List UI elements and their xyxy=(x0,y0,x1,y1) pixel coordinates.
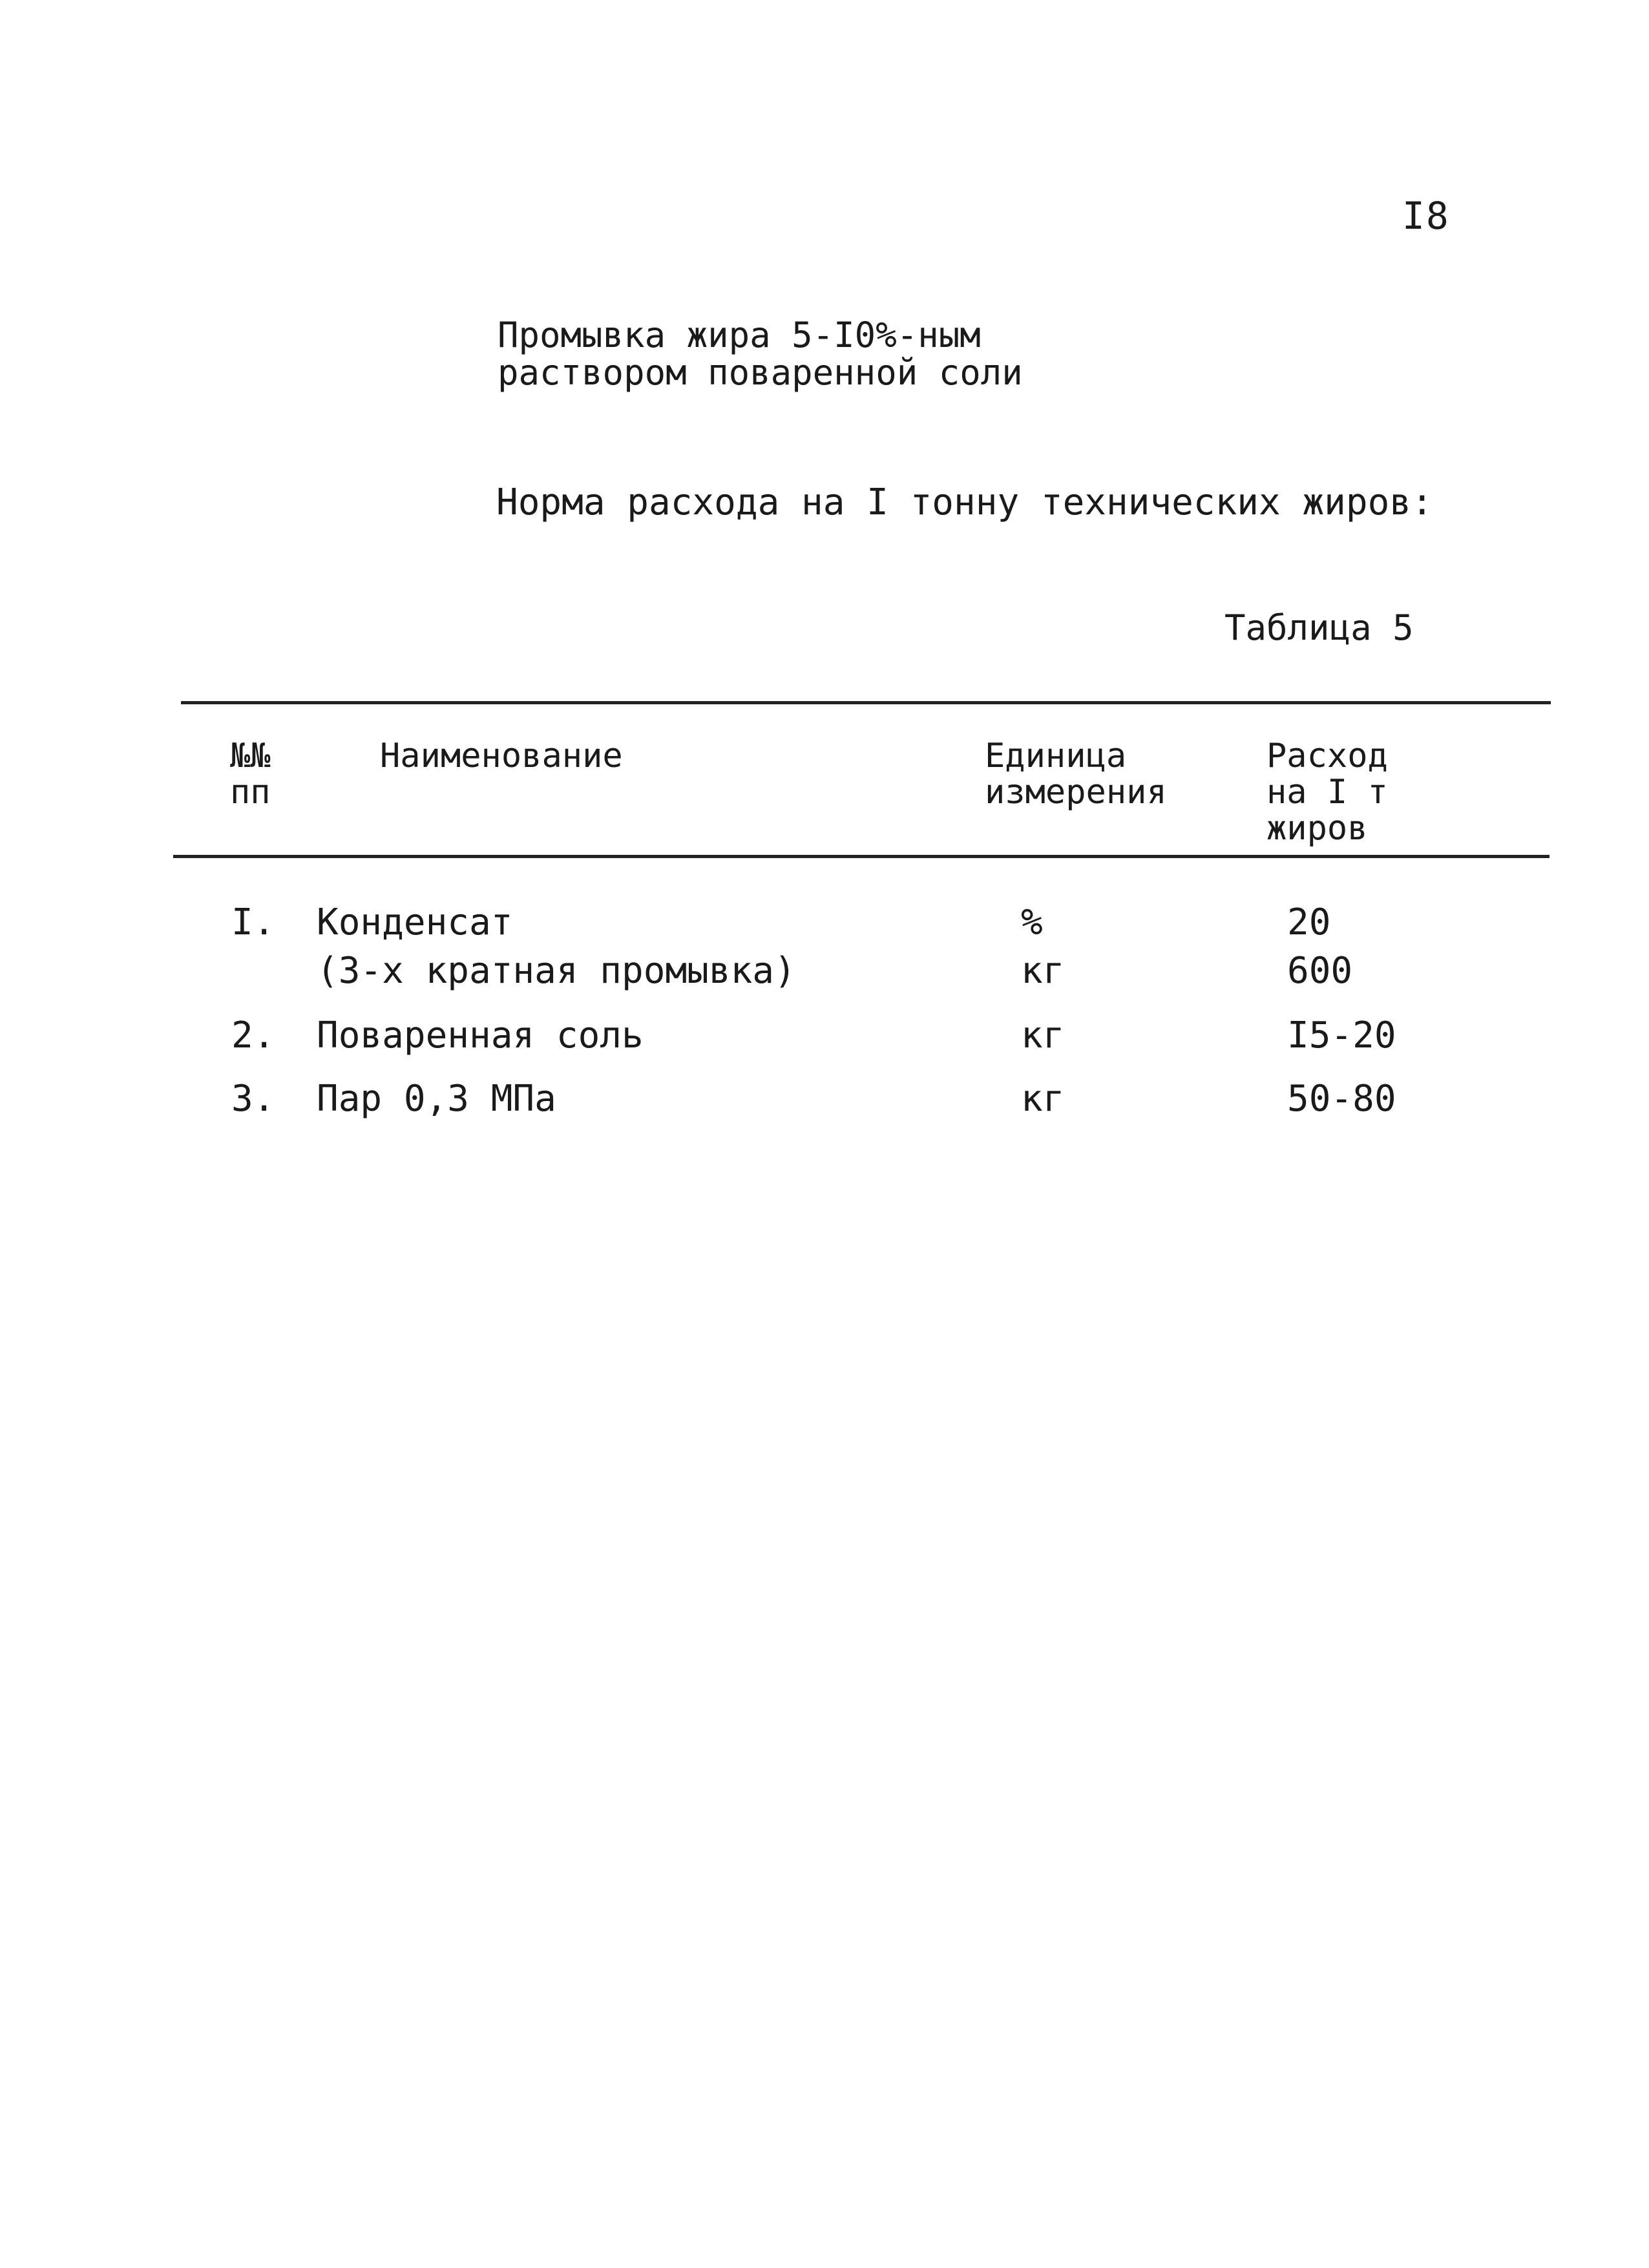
heading-line-2: раствором поваренной соли xyxy=(498,352,1023,393)
row-quantity: 600 xyxy=(1287,950,1353,992)
row-unit: кг xyxy=(1021,1014,1065,1056)
header-name: Наименование xyxy=(380,737,623,775)
row-number: 3. xyxy=(231,1078,275,1120)
header-unit-line-1: Единица xyxy=(985,737,1127,775)
row-name: Пар 0,3 МПа xyxy=(317,1078,556,1120)
table-header-rule xyxy=(173,855,1549,858)
header-quantity xyxy=(1266,738,1388,846)
row-quantity: 20 xyxy=(1287,901,1331,943)
header-quantity-line-1: Расход xyxy=(1266,737,1388,775)
heading-line-1: Промывка жира 5-I0%-ным xyxy=(498,315,981,355)
row-name: (3-х кратная промывка) xyxy=(317,950,796,992)
row-number: 2. xyxy=(231,1014,275,1056)
section-heading xyxy=(498,317,1023,392)
row-name: Поваренная соль xyxy=(317,1014,644,1056)
row-unit: % xyxy=(1021,901,1043,943)
row-quantity: I5-20 xyxy=(1287,1014,1396,1056)
table-label: Таблица 5 xyxy=(1224,607,1414,648)
header-unit xyxy=(985,738,1167,810)
table-top-rule xyxy=(181,701,1551,704)
header-unit-line-2: измерения xyxy=(985,773,1167,812)
row-unit: кг xyxy=(1021,1078,1065,1120)
row-unit: кг xyxy=(1021,950,1065,992)
page-number: I8 xyxy=(1402,194,1450,238)
header-number-line-2: пп xyxy=(230,773,271,812)
row-quantity: 50-80 xyxy=(1287,1078,1396,1120)
row-name: Конденсат xyxy=(317,901,513,943)
header-number xyxy=(230,738,271,810)
consumption-norm-text: Норма расхода на I тонну технических жиров: xyxy=(496,481,1433,523)
row-number: I. xyxy=(231,901,275,943)
header-quantity-line-2: на I т xyxy=(1266,773,1388,812)
header-quantity-line-3: жиров xyxy=(1266,809,1368,848)
header-number-line-1: №№ xyxy=(230,737,271,775)
